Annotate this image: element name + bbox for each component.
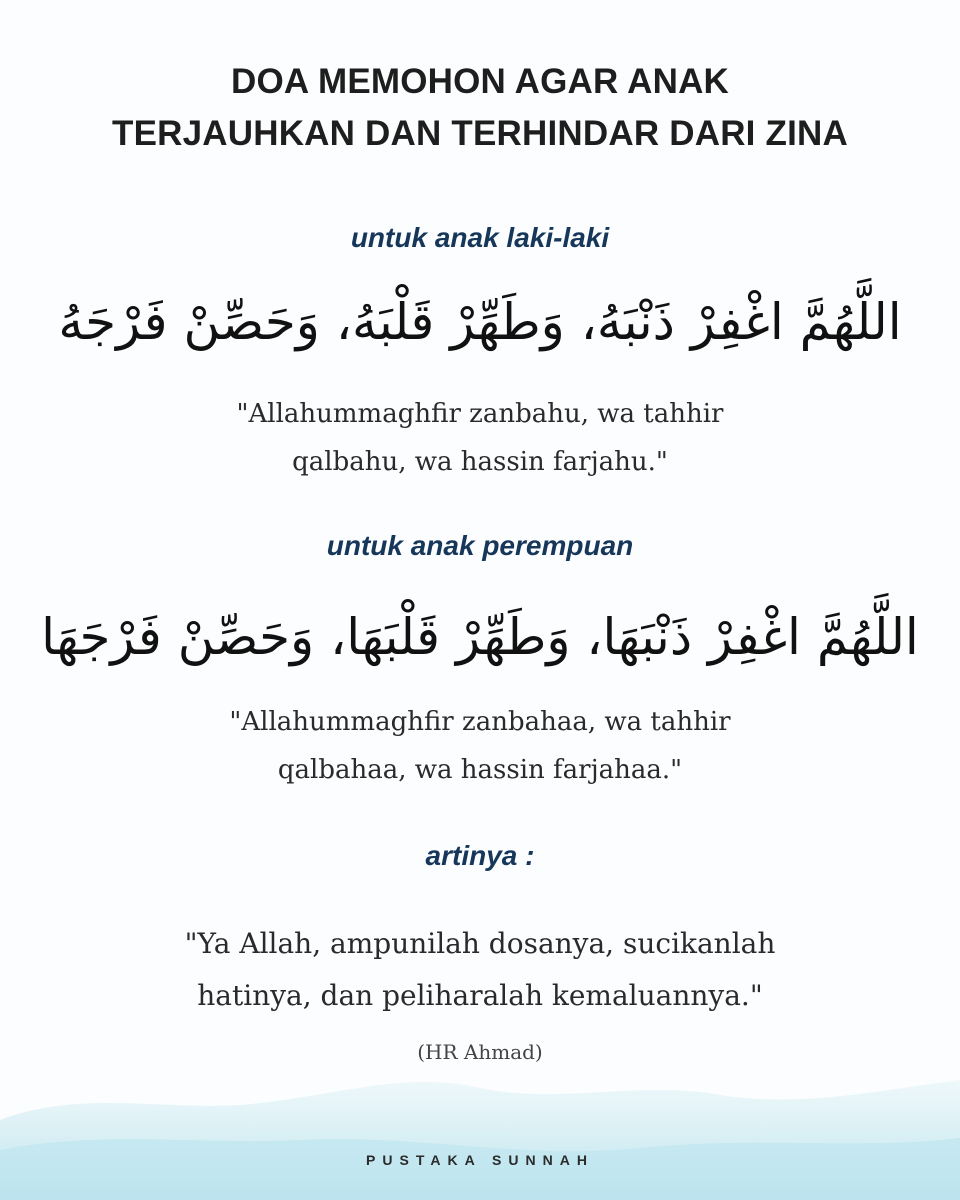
transliteration-girl-line-1: "Allahummaghfir zanbahaa, wa tahhir xyxy=(229,707,731,737)
section-heading-boy: untuk anak laki-laki xyxy=(350,222,610,253)
brand-footer: PUSTAKA SUNNAH xyxy=(366,1152,594,1168)
transliteration-girl xyxy=(0,698,960,794)
transliteration-girl-line-2: qalbahaa, wa hassin farjahaa." xyxy=(277,755,683,785)
arabic-prayer-boy: اللَّهُمَّ اغْفِرْ ذَنْبَهُ، وَطَهِّرْ قَلْبَهُ، وَحَصِّنْ فَرْجَهُ xyxy=(58,293,902,351)
arabic-prayer-girl: اللَّهُمَّ اغْفِرْ ذَنْبَهَا، وَطَهِّرْ قَلْبَهَا، وَحَصِّنْ فَرْجَهَا xyxy=(41,608,919,666)
page-title-line-1: DOA MEMOHON AGAR ANAK xyxy=(230,62,730,101)
transliteration-boy-line-2: qalbahu, wa hassin farjahu." xyxy=(292,447,668,477)
page-title-line-2: TERJAUHKAN DAN TERHINDAR DARI ZINA xyxy=(112,114,848,153)
transliteration-boy xyxy=(0,390,960,486)
meaning-line-1: "Ya Allah, ampunilah dosanya, sucikanlah xyxy=(184,927,776,960)
meaning-text xyxy=(0,918,960,1022)
watercolor-wave-decoration xyxy=(0,1050,960,1200)
meaning-heading: artinya : xyxy=(425,840,535,871)
meaning-line-2: hatinya, dan peliharalah kemaluannya." xyxy=(197,979,763,1012)
hadith-source: (HR Ahmad) xyxy=(417,1040,543,1064)
transliteration-boy-line-1: "Allahummaghfir zanbahu, wa tahhir xyxy=(236,399,724,429)
section-heading-girl: untuk anak perempuan xyxy=(326,530,634,561)
